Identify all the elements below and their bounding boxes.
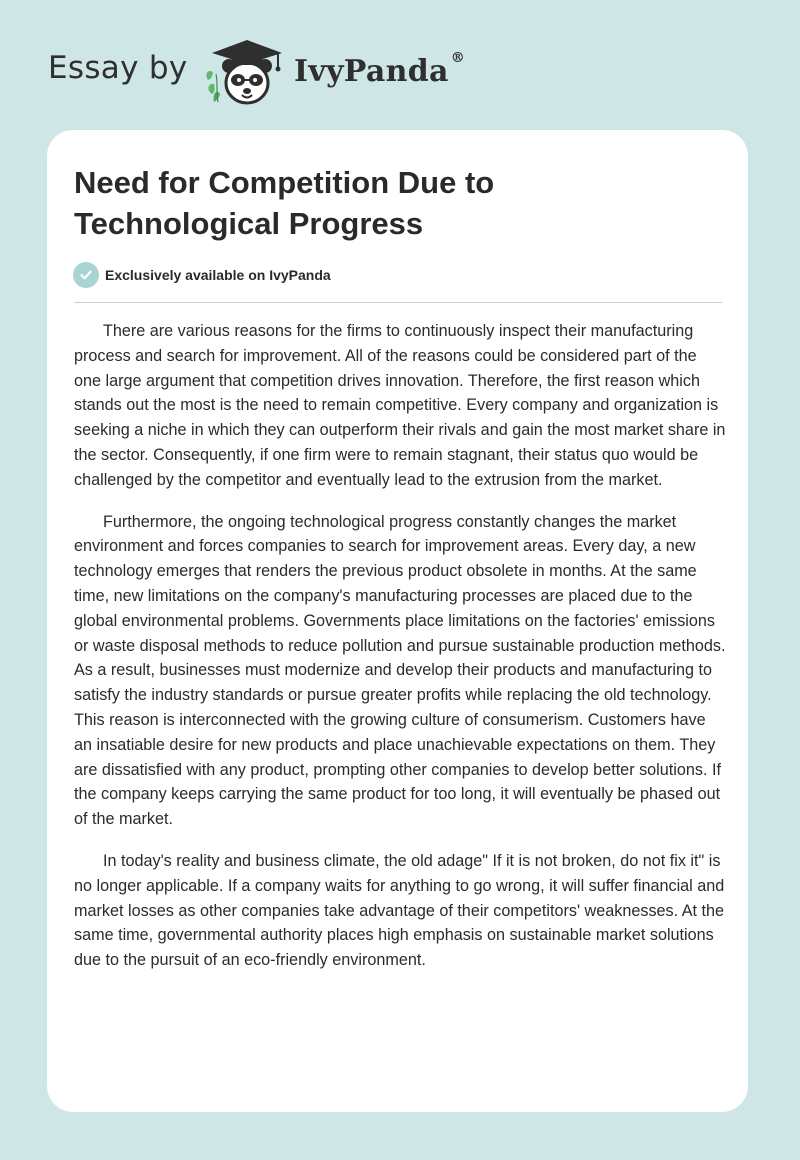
essay-body — [74, 319, 726, 990]
brand-prefix: Essay by — [48, 50, 188, 86]
badge-label: Exclusively available on IvyPanda — [105, 267, 331, 283]
essay-title: Need for Competition Due to Technological Progress — [74, 165, 495, 241]
paragraph: There are various reasons for the firms to continuously inspect their manufacturing process and search for improvement. All of the reasons could be considered part of the one large argument that competition drives innovation. Therefore, the first reason which stands out the most is the need to remain competitive. Every company and organization is seeking a niche in which they can outperform their rivals and gain the most market share in the sector. Consequently, if one firm were to remain stagnant, their status quo would be challenged by the competitor and eventually lead to the extrusion from the market. — [74, 322, 726, 489]
exclusive-badge — [73, 262, 331, 288]
essay-card — [47, 130, 748, 1112]
paragraph: Furthermore, the ongoing technological progress constantly changes the market environment and forces companies to search for improvement areas. Every day, a new technology emerges that renders the previous product obsolete in months. At the same time, new limitations on the company's manufacturing processes are placed due to the global environmental problems. Governments place limitations on the factories' emissions or waste disposal methods to reduce pollution and pursue sustainable production methods. As a result, businesses must modernize and develop their products and manufacturing to satisfy the industry standards or pursue greater profits while replacing the old technology. This reason is interconnected with the growing culture of consumerism. Customers have an insatiable desire for new products and place unachievable expectations on them. They are dissatisfied with any product, prompting other companies to develop better solutions. If the company keeps carrying the same product for too long, it will eventually be phased out of the market. — [74, 512, 726, 829]
checkmark-icon — [73, 262, 99, 288]
graduation-cap-panda-icon — [202, 36, 288, 110]
brand-name: IvyPanda ® — [294, 50, 466, 89]
brand-header[interactable] — [48, 30, 508, 110]
registered-mark: ® — [450, 50, 466, 66]
divider — [74, 302, 722, 303]
paragraph: In today's reality and business climate, the old adage" If it is not broken, do not fix it" is no longer applicable. If a company waits for anything to go wrong, it will suffer financial and market losses as other companies take advantage of their competitors' weaknesses. At the same time, governmental authority places high emphasis on sustainable market solutions due to the pursuit of an eco-friendly environment. — [74, 851, 725, 970]
